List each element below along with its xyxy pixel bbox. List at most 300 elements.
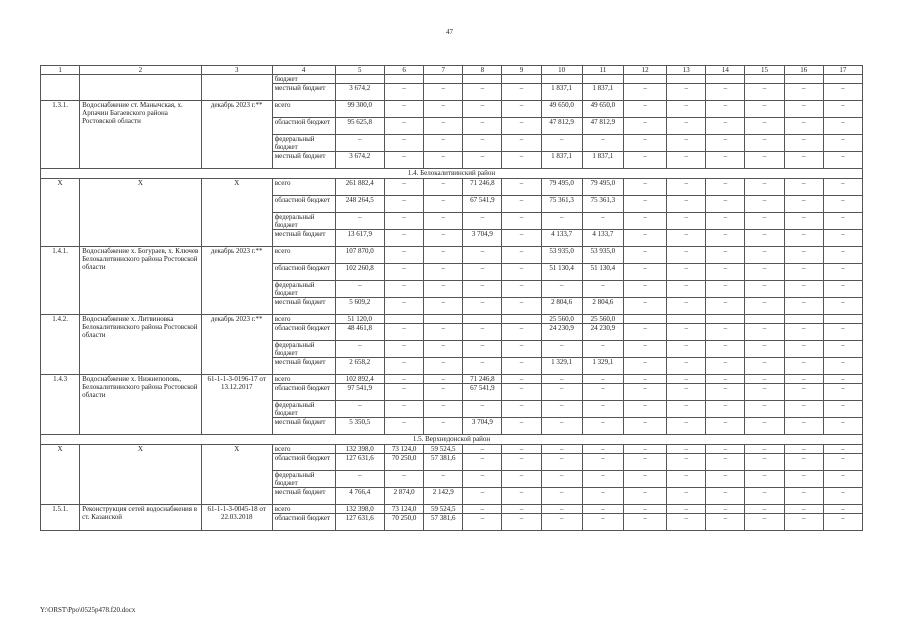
value-cell: – — [582, 418, 623, 435]
value-cell: – — [745, 281, 784, 298]
deadline-cell: 61-1-1-3-0045-18 от 22.03.2018 — [201, 505, 272, 531]
funding-source: местный бюджет — [272, 418, 335, 435]
value-cell: – — [667, 505, 706, 514]
value-cell: – — [502, 324, 541, 341]
value-cell: – — [623, 101, 666, 118]
value-cell: – — [706, 247, 745, 264]
value-cell: – — [502, 445, 541, 454]
value-cell: – — [582, 401, 623, 418]
deadline-cell: Х — [201, 179, 272, 247]
value-cell: – — [623, 418, 666, 435]
deadline-cell: 61-1-1-3-0196-17 от 13.12.2017 — [201, 375, 272, 435]
value-cell: – — [823, 445, 862, 454]
funding-source: местный бюджет — [272, 358, 335, 375]
deadline-cell: декабрь 2023 г.** — [201, 315, 272, 375]
column-number: 6 — [385, 66, 424, 75]
funding-source: всего — [272, 101, 335, 118]
value-cell: – — [385, 324, 424, 341]
value-cell: – — [385, 152, 424, 169]
value-cell: – — [502, 84, 541, 101]
object-name: Водоснабжение х. Богураев, х. Ключев Белокалитвинского района Ростовской области — [80, 247, 202, 315]
value-cell: – — [623, 445, 666, 454]
value-cell: – — [745, 471, 784, 488]
column-number: 1 — [41, 66, 80, 75]
column-number: 9 — [502, 66, 541, 75]
column-number: 14 — [706, 66, 745, 75]
value-cell — [582, 75, 623, 84]
value-cell: 2 874,0 — [385, 488, 424, 505]
value-cell: – — [745, 341, 784, 358]
value-cell: – — [582, 514, 623, 531]
value-cell: – — [541, 341, 582, 358]
value-cell: 2 804,6 — [582, 298, 623, 315]
value-cell: – — [463, 358, 502, 375]
value-cell: – — [582, 471, 623, 488]
value-cell: 47 812,9 — [541, 118, 582, 135]
value-cell — [667, 75, 706, 84]
value-cell: – — [463, 505, 502, 514]
value-cell: 53 935,0 — [582, 247, 623, 264]
value-cell: – — [823, 298, 862, 315]
value-cell: – — [463, 324, 502, 341]
value-cell: 5 609,2 — [335, 298, 384, 315]
value-cell: – — [424, 358, 463, 375]
value-cell: 51 130,4 — [541, 264, 582, 281]
page-number: 47 — [446, 28, 453, 36]
value-cell: – — [623, 514, 666, 531]
value-cell: – — [541, 135, 582, 152]
column-number-row — [41, 66, 863, 75]
value-cell: – — [385, 384, 424, 401]
value-cell: – — [502, 298, 541, 315]
budget-table — [40, 65, 863, 531]
value-cell — [706, 75, 745, 84]
value-cell: – — [745, 488, 784, 505]
value-cell: – — [667, 152, 706, 169]
value-cell — [745, 75, 784, 84]
object-name: Водоснабжение х. Литвиновка Белокалитвинского района Ростовской области — [80, 315, 202, 375]
value-cell: – — [623, 454, 666, 471]
value-cell: – — [667, 264, 706, 281]
value-cell: – — [823, 358, 862, 375]
value-cell: – — [784, 418, 823, 435]
value-cell: – — [667, 358, 706, 375]
value-cell: – — [463, 281, 502, 298]
value-cell: – — [335, 281, 384, 298]
value-cell: – — [582, 505, 623, 514]
value-cell: – — [623, 358, 666, 375]
value-cell: – — [541, 471, 582, 488]
value-cell: – — [706, 384, 745, 401]
value-cell — [667, 315, 706, 324]
value-cell: – — [385, 341, 424, 358]
value-cell: – — [502, 264, 541, 281]
value-cell: – — [335, 135, 384, 152]
value-cell: 4 766,4 — [335, 488, 384, 505]
value-cell: – — [745, 401, 784, 418]
value-cell: – — [502, 375, 541, 384]
value-cell: – — [706, 505, 745, 514]
value-cell: – — [502, 118, 541, 135]
value-cell: – — [784, 358, 823, 375]
value-cell: – — [823, 341, 862, 358]
value-cell: – — [823, 84, 862, 101]
value-cell: – — [623, 118, 666, 135]
value-cell: 1 329,1 — [541, 358, 582, 375]
value-cell: – — [582, 445, 623, 454]
value-cell: – — [667, 230, 706, 247]
value-cell: 67 541,9 — [463, 196, 502, 213]
value-cell: – — [463, 401, 502, 418]
value-cell: – — [385, 135, 424, 152]
value-cell: 67 541,9 — [463, 384, 502, 401]
value-cell: – — [424, 375, 463, 384]
value-cell: – — [582, 135, 623, 152]
value-cell: – — [335, 213, 384, 230]
value-cell — [823, 75, 862, 84]
value-cell: – — [385, 196, 424, 213]
value-cell: – — [667, 401, 706, 418]
value-cell: – — [784, 281, 823, 298]
column-number: 3 — [201, 66, 272, 75]
value-cell: – — [823, 401, 862, 418]
value-cell — [463, 315, 502, 324]
funding-source: федеральный бюджет — [272, 471, 335, 488]
value-cell: – — [784, 152, 823, 169]
value-cell: – — [541, 401, 582, 418]
funding-source: областной бюджет — [272, 324, 335, 341]
value-cell: 71 246,8 — [463, 375, 502, 384]
value-cell: – — [623, 152, 666, 169]
value-cell: – — [541, 281, 582, 298]
value-cell: – — [823, 264, 862, 281]
value-cell: – — [706, 281, 745, 298]
funding-source: местный бюджет — [272, 84, 335, 101]
value-cell: – — [502, 196, 541, 213]
value-cell: – — [784, 454, 823, 471]
value-cell — [784, 315, 823, 324]
value-cell: – — [784, 101, 823, 118]
value-cell: – — [706, 324, 745, 341]
value-cell: – — [823, 488, 862, 505]
value-cell: – — [424, 118, 463, 135]
value-cell: – — [706, 454, 745, 471]
value-cell: – — [385, 298, 424, 315]
column-number: 11 — [582, 66, 623, 75]
value-cell: – — [502, 247, 541, 264]
value-cell — [784, 75, 823, 84]
value-cell: – — [335, 471, 384, 488]
funding-source: местный бюджет — [272, 488, 335, 505]
value-cell: 49 650,0 — [582, 101, 623, 118]
value-cell: – — [541, 454, 582, 471]
value-cell: – — [784, 375, 823, 384]
value-cell: 1 837,1 — [582, 152, 623, 169]
value-cell: 48 461,8 — [335, 324, 384, 341]
funding-source: федеральный бюджет — [272, 341, 335, 358]
value-cell: – — [424, 401, 463, 418]
value-cell: – — [385, 84, 424, 101]
value-cell: – — [823, 196, 862, 213]
section-row — [41, 169, 863, 179]
deadline-cell — [201, 75, 272, 101]
value-cell: – — [745, 505, 784, 514]
value-cell: – — [745, 358, 784, 375]
funding-source: всего — [272, 445, 335, 454]
value-cell: 132 398,0 — [335, 505, 384, 514]
column-number: 17 — [823, 66, 862, 75]
value-cell: – — [706, 84, 745, 101]
value-cell: 99 300,0 — [335, 101, 384, 118]
value-cell — [745, 315, 784, 324]
value-cell: – — [623, 401, 666, 418]
value-cell: – — [424, 341, 463, 358]
column-number: 8 — [463, 66, 502, 75]
funding-source: всего — [272, 375, 335, 384]
value-cell: – — [667, 454, 706, 471]
value-cell: – — [706, 418, 745, 435]
value-cell: – — [823, 418, 862, 435]
value-cell: 59 524,5 — [424, 505, 463, 514]
value-cell: 5 350,5 — [335, 418, 384, 435]
section-title: 1.5. Верхнедонской район — [41, 435, 863, 445]
value-cell: – — [385, 118, 424, 135]
value-cell: – — [582, 213, 623, 230]
value-cell: – — [502, 230, 541, 247]
value-cell: – — [385, 375, 424, 384]
value-cell: – — [784, 298, 823, 315]
object-name: Х — [80, 445, 202, 505]
value-cell: – — [823, 179, 862, 196]
value-cell: – — [541, 505, 582, 514]
value-cell: – — [745, 445, 784, 454]
value-cell: – — [745, 247, 784, 264]
value-cell: – — [623, 488, 666, 505]
value-cell: 24 230,9 — [541, 324, 582, 341]
value-cell: – — [667, 135, 706, 152]
value-cell: 71 246,8 — [463, 179, 502, 196]
value-cell: – — [823, 514, 862, 531]
funding-source: областной бюджет — [272, 514, 335, 531]
value-cell: – — [463, 247, 502, 264]
value-cell: – — [623, 230, 666, 247]
value-cell: – — [623, 375, 666, 384]
value-cell: – — [424, 298, 463, 315]
object-name: Х — [80, 179, 202, 247]
funding-source: местный бюджет — [272, 230, 335, 247]
value-cell: 2 658,2 — [335, 358, 384, 375]
value-cell: – — [424, 230, 463, 247]
value-cell: – — [784, 324, 823, 341]
value-cell: – — [463, 488, 502, 505]
value-cell: 3 704,9 — [463, 418, 502, 435]
value-cell: – — [745, 375, 784, 384]
value-cell: – — [463, 514, 502, 531]
value-cell: 49 650,0 — [541, 101, 582, 118]
value-cell: – — [502, 401, 541, 418]
funding-source: областной бюджет — [272, 118, 335, 135]
value-cell: – — [502, 101, 541, 118]
value-cell: 2 142,9 — [424, 488, 463, 505]
funding-source: местный бюджет — [272, 298, 335, 315]
value-cell: – — [667, 375, 706, 384]
value-cell: – — [667, 471, 706, 488]
column-number: 10 — [541, 66, 582, 75]
table-row — [41, 375, 863, 384]
value-cell: – — [463, 84, 502, 101]
table-row — [41, 445, 863, 454]
value-cell: – — [541, 418, 582, 435]
table-row — [41, 179, 863, 196]
value-cell: – — [784, 247, 823, 264]
value-cell: 4 133,7 — [582, 230, 623, 247]
value-cell: – — [706, 341, 745, 358]
value-cell: – — [784, 230, 823, 247]
value-cell: – — [623, 196, 666, 213]
table-row — [41, 505, 863, 514]
value-cell: 97 541,9 — [335, 384, 384, 401]
funding-source: федеральный бюджет — [272, 281, 335, 298]
value-cell: – — [823, 471, 862, 488]
column-number: 13 — [667, 66, 706, 75]
section-title: 1.4. Белокалитвинский район — [41, 169, 863, 179]
value-cell: – — [541, 384, 582, 401]
value-cell: – — [502, 384, 541, 401]
value-cell: – — [385, 401, 424, 418]
item-number: Х — [41, 445, 80, 505]
funding-source: федеральный бюджет — [272, 213, 335, 230]
value-cell: – — [463, 471, 502, 488]
value-cell: – — [706, 375, 745, 384]
value-cell — [706, 315, 745, 324]
value-cell: – — [623, 264, 666, 281]
value-cell: – — [823, 384, 862, 401]
value-cell: – — [582, 281, 623, 298]
value-cell: – — [385, 358, 424, 375]
value-cell: – — [502, 213, 541, 230]
value-cell — [385, 75, 424, 84]
value-cell: – — [706, 101, 745, 118]
value-cell: – — [424, 213, 463, 230]
value-cell: – — [623, 341, 666, 358]
value-cell: – — [541, 514, 582, 531]
value-cell: 73 124,0 — [385, 445, 424, 454]
value-cell: – — [706, 471, 745, 488]
value-cell: – — [424, 179, 463, 196]
value-cell: – — [784, 445, 823, 454]
column-number: 7 — [424, 66, 463, 75]
value-cell: – — [385, 230, 424, 247]
value-cell: – — [424, 281, 463, 298]
value-cell: – — [745, 384, 784, 401]
item-number: 1.4.3 — [41, 375, 80, 435]
column-number: 5 — [335, 66, 384, 75]
value-cell: – — [385, 213, 424, 230]
value-cell: – — [502, 152, 541, 169]
item-number: Х — [41, 179, 80, 247]
funding-source: местный бюджет — [272, 152, 335, 169]
object-name — [80, 75, 202, 101]
value-cell: – — [667, 514, 706, 531]
table-row — [41, 75, 863, 84]
value-cell: 59 524,5 — [424, 445, 463, 454]
value-cell: – — [541, 445, 582, 454]
value-cell: 132 398,0 — [335, 445, 384, 454]
value-cell: – — [745, 135, 784, 152]
value-cell: – — [623, 247, 666, 264]
value-cell: – — [541, 488, 582, 505]
value-cell: – — [706, 358, 745, 375]
value-cell: – — [541, 213, 582, 230]
value-cell: – — [424, 471, 463, 488]
value-cell: – — [823, 281, 862, 298]
value-cell: – — [706, 135, 745, 152]
value-cell: 57 381,6 — [424, 454, 463, 471]
funding-source: бюджет — [272, 75, 335, 84]
value-cell: – — [667, 118, 706, 135]
file-path-footer: Y:\ORST\Ppo\0525p478.f20.docx — [40, 606, 136, 614]
value-cell: – — [502, 454, 541, 471]
value-cell: – — [424, 84, 463, 101]
value-cell: – — [667, 281, 706, 298]
value-cell: – — [745, 264, 784, 281]
funding-source: областной бюджет — [272, 264, 335, 281]
value-cell: – — [784, 471, 823, 488]
item-number: 1.5.1. — [41, 505, 80, 531]
value-cell — [424, 315, 463, 324]
value-cell: – — [745, 179, 784, 196]
value-cell: – — [667, 196, 706, 213]
value-cell: 73 124,0 — [385, 505, 424, 514]
value-cell: – — [385, 281, 424, 298]
value-cell: 1 329,1 — [582, 358, 623, 375]
value-cell: – — [745, 213, 784, 230]
value-cell: – — [502, 341, 541, 358]
value-cell: – — [502, 358, 541, 375]
value-cell: – — [745, 324, 784, 341]
value-cell: – — [463, 118, 502, 135]
value-cell: – — [823, 230, 862, 247]
value-cell: 57 381,6 — [424, 514, 463, 531]
item-number: 1.4.2. — [41, 315, 80, 375]
value-cell: – — [502, 179, 541, 196]
funding-source: всего — [272, 315, 335, 324]
value-cell: – — [784, 84, 823, 101]
value-cell: 4 133,7 — [541, 230, 582, 247]
value-cell: – — [582, 454, 623, 471]
value-cell: – — [706, 401, 745, 418]
value-cell: – — [424, 384, 463, 401]
value-cell: 25 560,0 — [541, 315, 582, 324]
object-name: Водоснабжение х. Нижнепоповь, Белокалитвинского района Ростовской области — [80, 375, 202, 435]
value-cell: 2 804,6 — [541, 298, 582, 315]
value-cell: – — [463, 135, 502, 152]
funding-source: федеральный бюджет — [272, 401, 335, 418]
value-cell — [823, 315, 862, 324]
column-number: 4 — [272, 66, 335, 75]
value-cell: – — [667, 101, 706, 118]
funding-source: областной бюджет — [272, 384, 335, 401]
value-cell: – — [385, 264, 424, 281]
value-cell: – — [335, 341, 384, 358]
value-cell — [335, 75, 384, 84]
value-cell: – — [784, 118, 823, 135]
value-cell — [502, 75, 541, 84]
value-cell: – — [706, 230, 745, 247]
funding-source: областной бюджет — [272, 454, 335, 471]
value-cell: – — [745, 514, 784, 531]
table-row — [41, 315, 863, 324]
